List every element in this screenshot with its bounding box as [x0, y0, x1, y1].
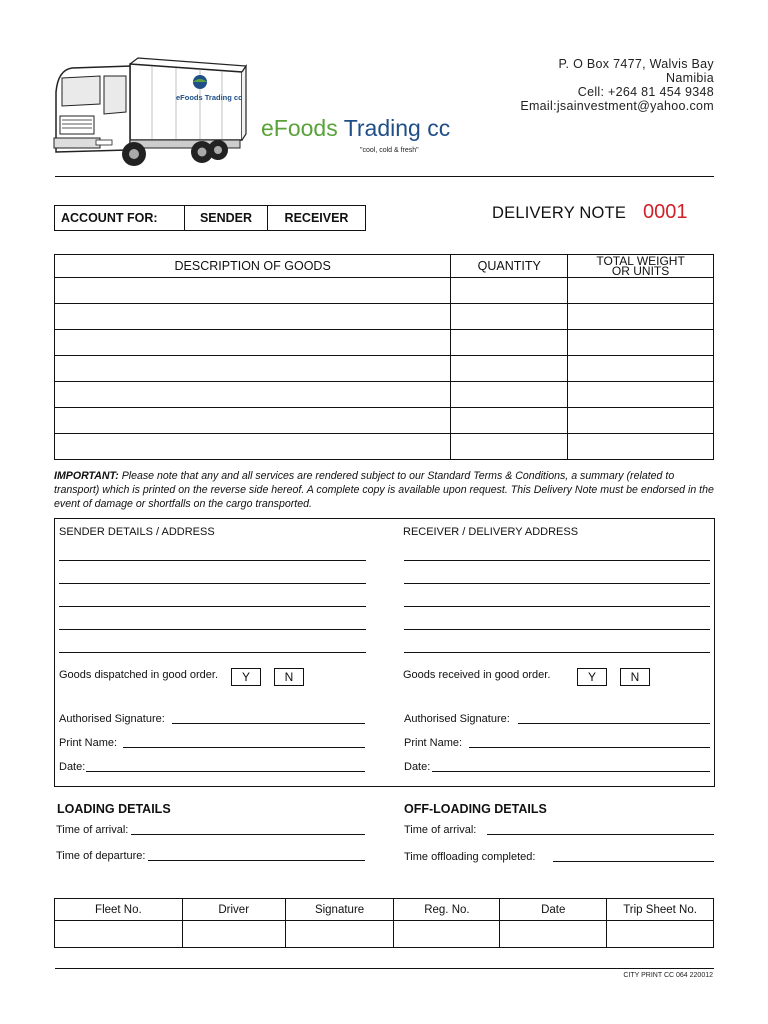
loading-details-title: LOADING DETAILS	[57, 802, 171, 816]
loading-departure-label: Time of departure:	[56, 850, 146, 862]
receiver-print-name-line[interactable]	[469, 747, 710, 748]
sender-address-line[interactable]	[59, 652, 366, 653]
goods-cell[interactable]	[55, 330, 451, 356]
company-name-part2: Trading cc	[343, 115, 451, 141]
goods-cell[interactable]	[55, 408, 451, 434]
sender-date-label: Date:	[59, 761, 86, 773]
goods-table	[54, 254, 714, 460]
goods-row	[55, 278, 714, 304]
offloading-arrival-label: Time of arrival:	[404, 824, 477, 836]
goods-cell[interactable]	[568, 278, 714, 304]
contact-cell: Cell: +264 81 454 9348	[577, 85, 714, 99]
goods-col-quantity: QUANTITY	[451, 255, 568, 278]
goods-cell[interactable]	[451, 434, 568, 460]
goods-col-weight	[568, 255, 714, 278]
company-name-part1: eFoods	[261, 115, 338, 141]
goods-cell[interactable]	[451, 356, 568, 382]
goods-cell[interactable]	[55, 382, 451, 408]
sender-goods-order-label: Goods dispatched in good order.	[59, 669, 219, 681]
goods-cell[interactable]	[451, 278, 568, 304]
goods-cell[interactable]	[568, 330, 714, 356]
receiver-date-line[interactable]	[432, 771, 710, 772]
loading-arrival-label: Time of arrival:	[56, 824, 129, 836]
fleet-col-date: Date	[500, 899, 607, 921]
company-tagline: "cool, cold & fresh"	[360, 147, 419, 154]
contact-email: Email:jsainvestment@yahoo.com	[520, 99, 714, 113]
goods-row	[55, 382, 714, 408]
truck-logo-image	[52, 56, 248, 172]
important-notice	[54, 469, 716, 511]
address-box	[54, 518, 715, 787]
fleet-col-trip-sheet: Trip Sheet No.	[607, 899, 714, 921]
offloading-details-title: OFF-LOADING DETAILS	[404, 802, 547, 816]
fleet-col-fleet-no: Fleet No.	[55, 899, 183, 921]
goods-col-weight-line1: TOTAL WEIGHT	[596, 254, 685, 268]
contact-country: Namibia	[666, 71, 714, 85]
receiver-yes-box[interactable]: Y	[577, 668, 607, 686]
sender-date-line[interactable]	[86, 771, 365, 772]
goods-col-description: DESCRIPTION OF GOODS	[55, 255, 451, 278]
goods-cell[interactable]	[55, 434, 451, 460]
account-for-label: ACCOUNT FOR:	[55, 206, 185, 230]
fleet-cell[interactable]	[55, 921, 183, 948]
loading-arrival-line[interactable]	[131, 834, 365, 835]
receiver-goods-order-label: Goods received in good order.	[403, 669, 551, 681]
receiver-signature-label: Authorised Signature:	[404, 713, 510, 725]
fleet-cell[interactable]	[500, 921, 607, 948]
delivery-note-number: 0001	[643, 201, 688, 223]
fleet-col-driver: Driver	[182, 899, 285, 921]
offloading-completed-line[interactable]	[553, 861, 714, 862]
delivery-note-title: DELIVERY NOTE	[492, 204, 627, 222]
account-sender-option[interactable]: SENDER	[185, 206, 268, 230]
goods-row	[55, 408, 714, 434]
account-for-box	[54, 205, 366, 231]
goods-row	[55, 356, 714, 382]
receiver-address-line[interactable]	[404, 560, 710, 561]
fleet-cell[interactable]	[182, 921, 285, 948]
receiver-address-title: RECEIVER / DELIVERY ADDRESS	[403, 526, 579, 538]
goods-cell[interactable]	[451, 408, 568, 434]
fleet-col-signature: Signature	[285, 899, 394, 921]
important-label: IMPORTANT:	[54, 470, 119, 482]
goods-cell[interactable]	[568, 304, 714, 330]
sender-print-name-line[interactable]	[123, 747, 365, 748]
goods-row	[55, 304, 714, 330]
receiver-address-line[interactable]	[404, 606, 710, 607]
sender-details-title: SENDER DETAILS / ADDRESS	[59, 526, 215, 538]
sender-address-line[interactable]	[59, 583, 366, 584]
contact-address: P. O Box 7477, Walvis Bay	[558, 57, 714, 71]
receiver-date-label: Date:	[404, 761, 431, 773]
contact-block	[520, 57, 714, 113]
goods-cell[interactable]	[451, 304, 568, 330]
offloading-completed-label: Time offloading completed:	[404, 851, 536, 863]
company-name	[261, 115, 450, 142]
offloading-arrival-line[interactable]	[487, 834, 714, 835]
important-text: Please note that any and all services are rendered subject to our Standard Terms & Conditions, a summary (related to transport) which is printed on the reverse side hereof. A complete copy is available upon request. This Delivery Note must be endorsed in the event of damage or shortfalls on the cargo transported.	[54, 470, 714, 510]
truck-logo-text: eFoods Trading cc	[176, 93, 243, 102]
header-divider	[55, 176, 714, 177]
fleet-row	[55, 921, 714, 948]
goods-cell[interactable]	[568, 356, 714, 382]
sender-signature-line[interactable]	[172, 723, 365, 724]
goods-cell[interactable]	[568, 434, 714, 460]
sender-signature-label: Authorised Signature:	[59, 713, 165, 725]
sender-address-line[interactable]	[59, 606, 366, 607]
goods-cell[interactable]	[451, 382, 568, 408]
receiver-address-line[interactable]	[404, 652, 710, 653]
sender-print-name-label: Print Name:	[59, 737, 118, 749]
goods-cell[interactable]	[568, 408, 714, 434]
receiver-address-line[interactable]	[404, 629, 710, 630]
account-receiver-option[interactable]: RECEIVER	[284, 211, 349, 225]
fleet-cell[interactable]	[607, 921, 714, 948]
goods-cell[interactable]	[55, 304, 451, 330]
printer-footer: CITY PRINT CC 064 220012	[623, 972, 713, 979]
goods-col-weight-line2: OR UNITS	[611, 264, 670, 278]
goods-row	[55, 434, 714, 460]
goods-cell[interactable]	[55, 356, 451, 382]
receiver-print-name-label: Print Name:	[404, 737, 463, 749]
sender-yes-box[interactable]: Y	[231, 668, 261, 686]
sender-address-line[interactable]	[59, 629, 366, 630]
goods-cell[interactable]	[451, 330, 568, 356]
receiver-address-line[interactable]	[404, 583, 710, 584]
fleet-cell[interactable]	[394, 921, 500, 948]
sender-address-line[interactable]	[59, 560, 366, 561]
goods-cell[interactable]	[568, 382, 714, 408]
goods-row	[55, 330, 714, 356]
fleet-table	[54, 898, 714, 948]
goods-cell[interactable]	[55, 278, 451, 304]
loading-departure-line[interactable]	[148, 860, 365, 861]
sender-no-box[interactable]: N	[274, 668, 304, 686]
fleet-cell[interactable]	[285, 921, 394, 948]
footer-divider	[55, 968, 714, 969]
fleet-col-reg-no: Reg. No.	[394, 899, 500, 921]
receiver-signature-line[interactable]	[518, 723, 710, 724]
receiver-no-box[interactable]: N	[620, 668, 650, 686]
